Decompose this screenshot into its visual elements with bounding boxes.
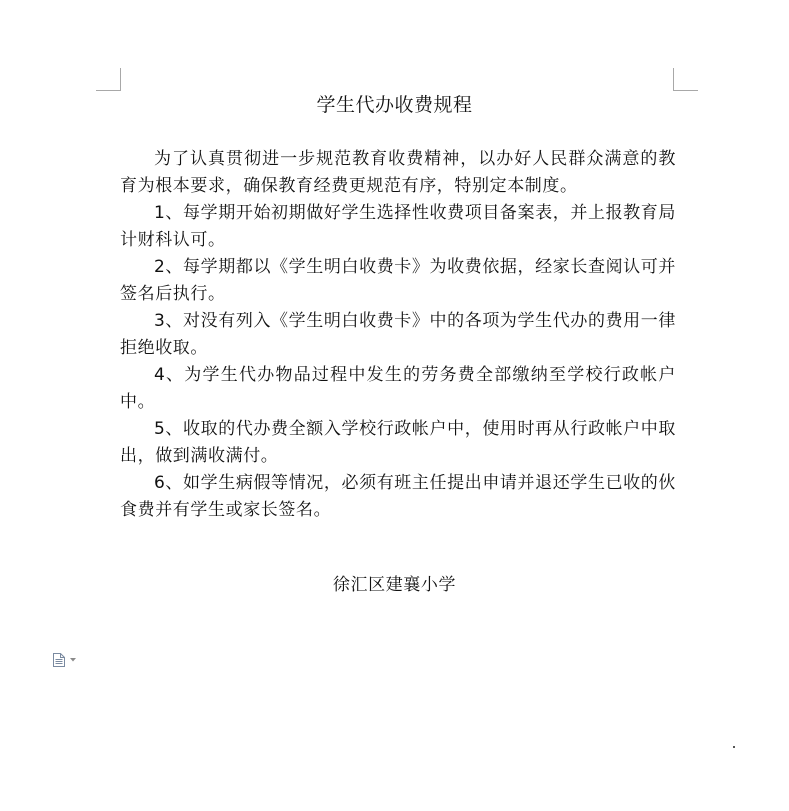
document-body xyxy=(120,146,676,524)
paragraph-item-3: 3、对没有列入《学生明白收费卡》中的各项为学生代办的费用一律拒绝收取。 xyxy=(120,311,676,358)
page-corner-dot xyxy=(733,746,735,748)
crop-mark-top-left xyxy=(96,68,121,91)
paragraph-item-6: 6、如学生病假等情况，必须有班主任提出申请并退还学生已收的伙食费并有学生或家长签名。 xyxy=(120,473,676,520)
paragraph-intro: 为了认真贯彻进一步规范教育收费精神，以办好人民群众满意的教育为根本要求，确保教育经费更规范有序，特别定本制度。 xyxy=(120,149,676,196)
document-signature: 徐汇区建襄小学 xyxy=(332,575,457,595)
paragraph-item-1: 1、每学期开始初期做好学生选择性收费项目备案表，并上报教育局计财科认可。 xyxy=(120,203,676,250)
paste-options-button[interactable] xyxy=(52,652,82,668)
paragraph-item-2: 2、每学期都以《学生明白收费卡》为收费依据，经家长查阅认可并签名后执行。 xyxy=(120,257,676,304)
crop-mark-top-right xyxy=(673,68,698,91)
paragraph-item-4: 4、为学生代办物品过程中发生的劳务费全部缴纳至学校行政帐户中。 xyxy=(120,365,676,412)
chevron-down-icon xyxy=(70,658,76,662)
document-title: 学生代办收费规程 xyxy=(316,94,473,116)
paragraph-item-5: 5、收取的代办费全额入学校行政帐户中，使用时再从行政帐户中取出，做到满收满付。 xyxy=(120,419,676,466)
paste-options-icon xyxy=(52,652,66,668)
